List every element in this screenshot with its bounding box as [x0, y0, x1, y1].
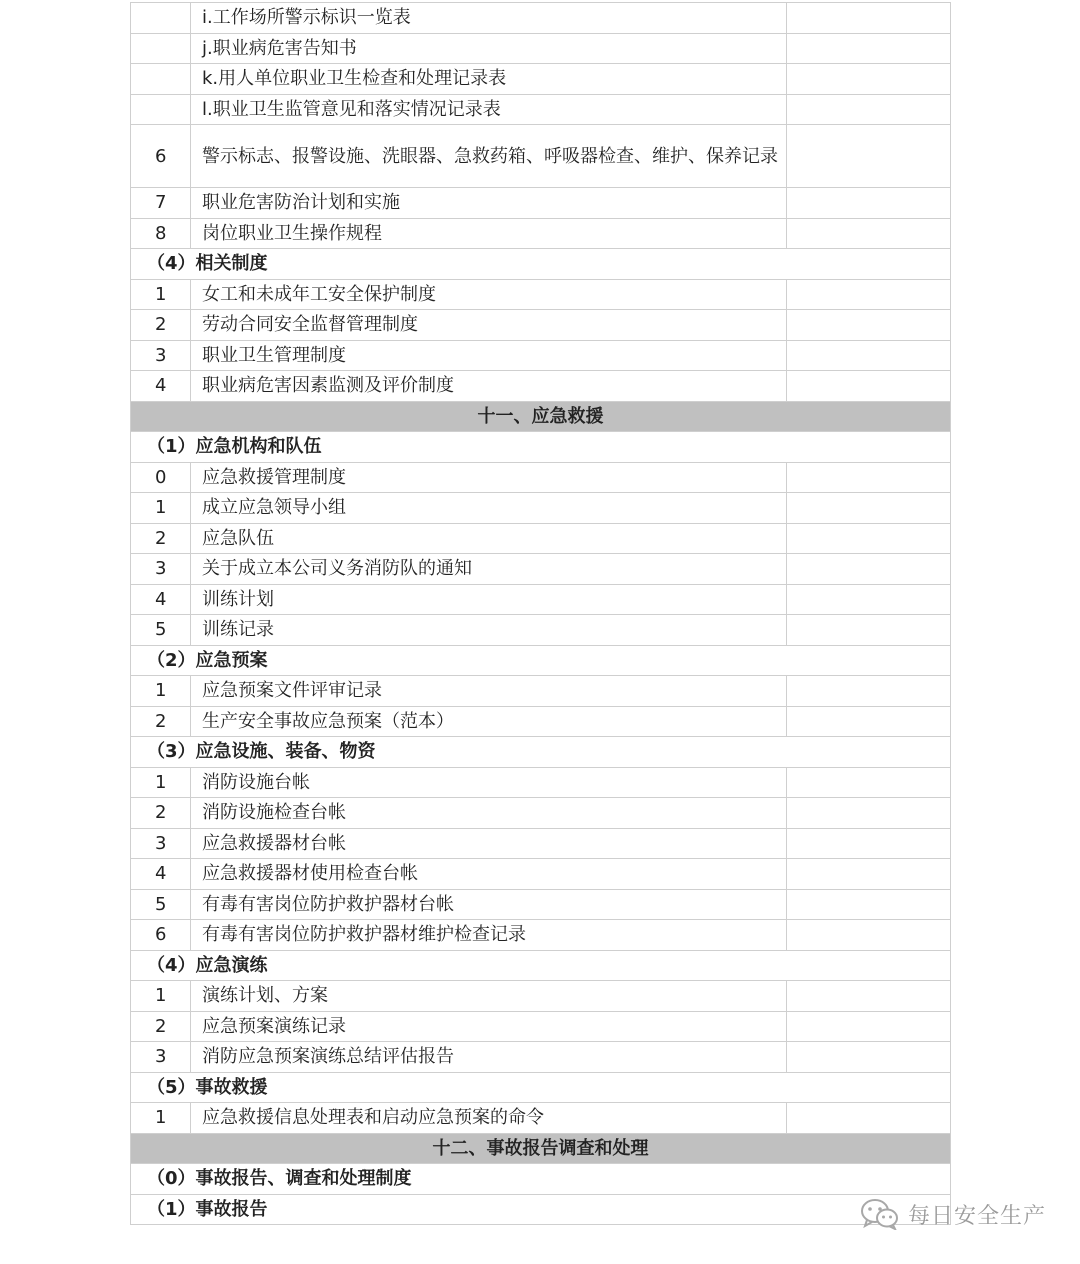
row-number: 3	[131, 340, 191, 371]
row-number: 1	[131, 493, 191, 524]
row-note-cell	[787, 94, 951, 125]
row-number: 0	[131, 462, 191, 493]
row-note-cell	[787, 767, 951, 798]
subsection-header-row	[131, 249, 951, 280]
row-number: 1	[131, 676, 191, 707]
row-number: 3	[131, 828, 191, 859]
row-item-text: j.职业病危害告知书	[191, 33, 787, 64]
row-item-text: 关于成立本公司义务消防队的通知	[191, 554, 787, 585]
row-item-text: i.工作场所警示标识一览表	[191, 3, 787, 34]
row-note-cell	[787, 981, 951, 1012]
subsection-header-row	[131, 1164, 951, 1195]
table-row	[131, 981, 951, 1012]
row-note-cell	[787, 1042, 951, 1073]
subsection-title: （0）事故报告、调查和处理制度	[131, 1164, 951, 1195]
row-item-text: 应急队伍	[191, 523, 787, 554]
table-row	[131, 676, 951, 707]
section-header-row	[131, 401, 951, 432]
row-note-cell	[787, 493, 951, 524]
row-number: 2	[131, 523, 191, 554]
row-note-cell	[787, 706, 951, 737]
wechat-icon	[860, 1198, 900, 1230]
row-item-text: 训练计划	[191, 584, 787, 615]
table-row	[131, 493, 951, 524]
row-note-cell	[787, 218, 951, 249]
row-number: 4	[131, 371, 191, 402]
row-item-text: 演练计划、方案	[191, 981, 787, 1012]
row-item-text: 应急救援信息处理表和启动应急预案的命令	[191, 1103, 787, 1134]
table-row	[131, 920, 951, 951]
subsection-title: （4）相关制度	[131, 249, 951, 280]
table-row	[131, 767, 951, 798]
subsection-header-row	[131, 645, 951, 676]
row-item-text: 有毒有害岗位防护救护器材维护检查记录	[191, 920, 787, 951]
row-item-text: 职业病危害因素监测及评价制度	[191, 371, 787, 402]
table-row	[131, 310, 951, 341]
section-header-row	[131, 1133, 951, 1164]
row-note-cell	[787, 584, 951, 615]
table-row	[131, 33, 951, 64]
row-item-text: 应急预案演练记录	[191, 1011, 787, 1042]
table-row	[131, 371, 951, 402]
row-number: 6	[131, 125, 191, 188]
subsection-header-row	[131, 432, 951, 463]
row-note-cell	[787, 1103, 951, 1134]
table-row	[131, 64, 951, 95]
subsection-title: （3）应急设施、装备、物资	[131, 737, 951, 768]
subsection-header-row	[131, 1072, 951, 1103]
row-number: 6	[131, 920, 191, 951]
row-note-cell	[787, 920, 951, 951]
row-note-cell	[787, 3, 951, 34]
table-row	[131, 523, 951, 554]
watermark-text: 每日安全生产	[907, 1203, 1046, 1229]
table-row	[131, 584, 951, 615]
row-item-text: 消防设施检查台帐	[191, 798, 787, 829]
subsection-title: （2）应急预案	[131, 645, 951, 676]
subsection-header-row	[131, 737, 951, 768]
table-row	[131, 218, 951, 249]
row-note-cell	[787, 523, 951, 554]
table-row	[131, 94, 951, 125]
row-note-cell	[787, 33, 951, 64]
table-row	[131, 798, 951, 829]
table-row	[131, 1042, 951, 1073]
subsection-title: （1）应急机构和队伍	[131, 432, 951, 463]
table-row	[131, 859, 951, 890]
row-item-text: k.用人单位职业卫生检查和处理记录表	[191, 64, 787, 95]
table-row	[131, 125, 951, 188]
row-number	[131, 3, 191, 34]
row-note-cell	[787, 615, 951, 646]
table-row	[131, 279, 951, 310]
table-body	[131, 3, 951, 1225]
row-item-text: 消防应急预案演练总结评估报告	[191, 1042, 787, 1073]
row-number: 4	[131, 859, 191, 890]
row-note-cell	[787, 676, 951, 707]
document-table	[130, 2, 951, 1225]
subsection-title: （4）应急演练	[131, 950, 951, 981]
row-number: 1	[131, 981, 191, 1012]
table-row	[131, 828, 951, 859]
row-number	[131, 33, 191, 64]
watermark	[860, 1198, 1046, 1230]
row-item-text: 女工和未成年工安全保护制度	[191, 279, 787, 310]
row-number: 3	[131, 554, 191, 585]
row-item-text: 劳动合同安全监督管理制度	[191, 310, 787, 341]
row-item-text: 应急救援管理制度	[191, 462, 787, 493]
row-item-text: 职业卫生管理制度	[191, 340, 787, 371]
row-note-cell	[787, 371, 951, 402]
subsection-title: （5）事故救援	[131, 1072, 951, 1103]
row-number: 8	[131, 218, 191, 249]
row-number: 7	[131, 188, 191, 219]
row-item-text: l.职业卫生监管意见和落实情况记录表	[191, 94, 787, 125]
subsection-header-row	[131, 950, 951, 981]
section-title: 十二、事故报告调查和处理	[131, 1133, 951, 1164]
row-note-cell	[787, 188, 951, 219]
row-note-cell	[787, 859, 951, 890]
table-row	[131, 1011, 951, 1042]
row-note-cell	[787, 462, 951, 493]
row-item-text: 有毒有害岗位防护救护器材台帐	[191, 889, 787, 920]
row-note-cell	[787, 554, 951, 585]
table-row	[131, 3, 951, 34]
table-row	[131, 615, 951, 646]
subsection-header-row	[131, 1194, 951, 1225]
row-item-text: 岗位职业卫生操作规程	[191, 218, 787, 249]
row-note-cell	[787, 125, 951, 188]
row-number: 1	[131, 279, 191, 310]
row-item-text: 应急救援器材台帐	[191, 828, 787, 859]
row-note-cell	[787, 1011, 951, 1042]
row-number: 3	[131, 1042, 191, 1073]
row-item-text: 训练记录	[191, 615, 787, 646]
row-number: 4	[131, 584, 191, 615]
row-number: 2	[131, 798, 191, 829]
table-row	[131, 462, 951, 493]
row-item-text: 警示标志、报警设施、洗眼器、急救药箱、呼吸器检查、维护、保养记录	[191, 125, 787, 188]
row-number	[131, 64, 191, 95]
row-number: 2	[131, 1011, 191, 1042]
row-number: 2	[131, 706, 191, 737]
row-note-cell	[787, 279, 951, 310]
section-title: 十一、应急救援	[131, 401, 951, 432]
row-item-text: 职业危害防治计划和实施	[191, 188, 787, 219]
row-item-text: 成立应急领导小组	[191, 493, 787, 524]
table-row	[131, 340, 951, 371]
row-note-cell	[787, 340, 951, 371]
row-number: 5	[131, 615, 191, 646]
row-note-cell	[787, 798, 951, 829]
row-item-text: 应急预案文件评审记录	[191, 676, 787, 707]
row-note-cell	[787, 64, 951, 95]
row-note-cell	[787, 828, 951, 859]
row-number: 1	[131, 767, 191, 798]
row-number: 2	[131, 310, 191, 341]
row-item-text: 应急救援器材使用检查台帐	[191, 859, 787, 890]
row-number	[131, 94, 191, 125]
row-item-text: 生产安全事故应急预案（范本）	[191, 706, 787, 737]
table-row	[131, 554, 951, 585]
row-note-cell	[787, 889, 951, 920]
table-row	[131, 889, 951, 920]
row-note-cell	[787, 310, 951, 341]
table-row	[131, 706, 951, 737]
table-row	[131, 188, 951, 219]
row-item-text: 消防设施台帐	[191, 767, 787, 798]
row-number: 5	[131, 889, 191, 920]
row-number: 1	[131, 1103, 191, 1134]
table-row	[131, 1103, 951, 1134]
subsection-title: （1）事故报告	[131, 1194, 951, 1225]
